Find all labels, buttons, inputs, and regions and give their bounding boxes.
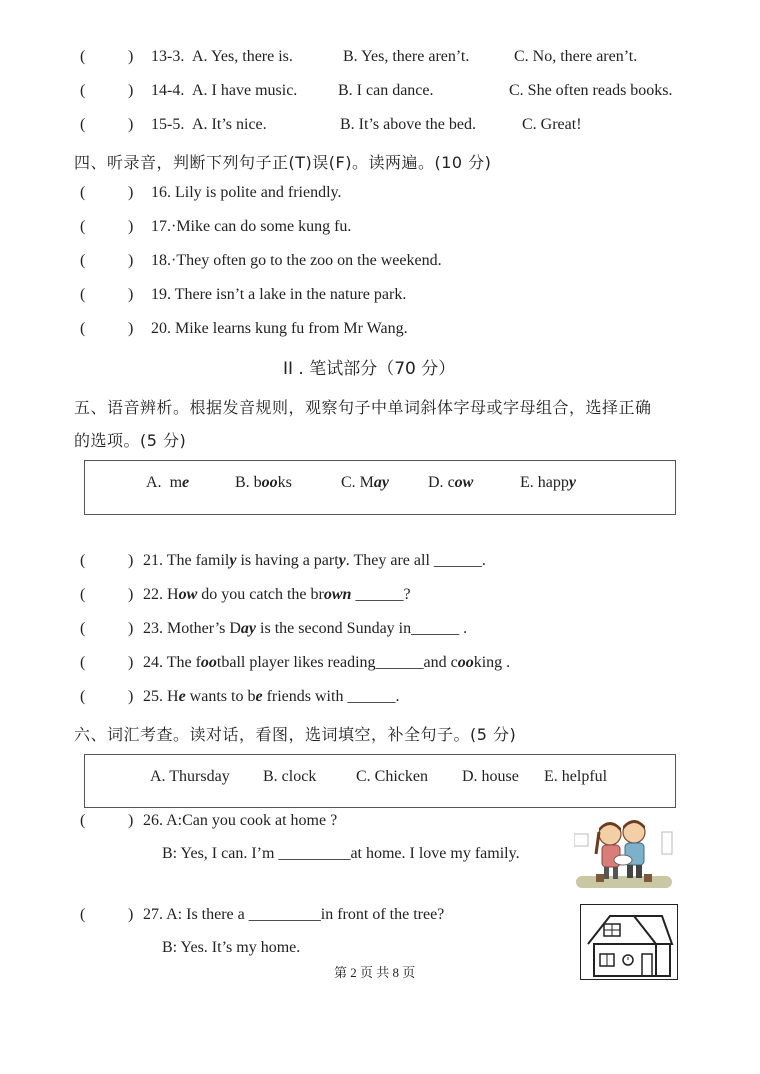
question-22: 22. How do you catch the brown ______?	[143, 586, 411, 603]
vocab-option-b: B. clock	[263, 768, 317, 785]
vocab-option-a: A. Thursday	[150, 768, 230, 785]
paren-close: )	[128, 252, 134, 269]
paren-close: )	[128, 48, 134, 65]
statement-16: 16. Lily is polite and friendly.	[151, 184, 342, 201]
paren-open: (	[80, 116, 86, 133]
phonics-option-e: E. happy	[520, 474, 576, 491]
question-number: 14-4.	[151, 82, 185, 99]
paren-open: (	[80, 906, 86, 923]
vocab-option-e: E. helpful	[544, 768, 608, 785]
paren-close: )	[128, 82, 134, 99]
phonics-option-b: B. books	[235, 474, 292, 491]
paren-close: )	[128, 218, 134, 235]
paren-open: (	[80, 286, 86, 303]
paren-open: (	[80, 688, 86, 705]
paren-open: (	[80, 320, 86, 337]
cooking-children-illustration	[574, 814, 674, 894]
paren-open: (	[80, 218, 86, 235]
paren-open: (	[80, 812, 86, 829]
paren-close: )	[128, 620, 134, 637]
paren-close: )	[128, 552, 134, 569]
paren-open: (	[80, 252, 86, 269]
paren-close: )	[128, 812, 134, 829]
phonics-option-a: A. me	[146, 474, 190, 491]
paren-close: )	[128, 688, 134, 705]
question-25: 25. He wants to be friends with ______.	[143, 688, 400, 705]
phonics-option-d: D. cow	[428, 474, 474, 491]
statement-17: 17.·Mike can do some kung fu.	[151, 218, 352, 235]
paren-close: )	[128, 320, 134, 337]
question-27-a: 27. A: Is there a _________in front of the tree?	[143, 906, 445, 923]
paren-close: )	[128, 286, 134, 303]
paren-close: )	[128, 906, 134, 923]
option-b: B. Yes, there aren’t.	[343, 48, 470, 65]
paren-open: (	[80, 586, 86, 603]
statement-20: 20. Mike learns kung fu from Mr Wang.	[151, 320, 408, 337]
paren-open: (	[80, 82, 86, 99]
section6-heading: 六、词汇考查。读对话，看图，选词填空，补全句子。(5 分)	[74, 725, 517, 744]
option-a: A. It’s nice.	[192, 116, 267, 133]
question-24: 24. The football player likes reading______and cooking .	[143, 654, 511, 671]
part2-title: II . 笔试部分（70 分）	[283, 359, 456, 379]
section5-heading-line1: 五、语音辨析。根据发音规则，观察句子中单词斜体字母或字母组合，选择正确	[74, 398, 652, 417]
section4-heading: 四、听录音，判断下列句子正(T)误(F)。读两遍。(10 分)	[74, 153, 492, 172]
option-c: C. She often reads books.	[509, 82, 673, 99]
option-c: C. No, there aren’t.	[514, 48, 638, 65]
question-number: 15-5.	[151, 116, 185, 133]
section5-heading-line2: 的选项。(5 分)	[74, 431, 187, 450]
paren-close: )	[128, 184, 134, 201]
vocab-option-c: C. Chicken	[356, 768, 428, 785]
statement-19: 19. There isn’t a lake in the nature park.	[151, 286, 407, 303]
paren-open: (	[80, 184, 86, 201]
question-26-a: 26. A:Can you cook at home ?	[143, 812, 338, 829]
option-c: C. Great!	[522, 116, 582, 133]
option-a: A. Yes, there is.	[192, 48, 293, 65]
page-footer: 第 2 页 共 8 页	[334, 965, 416, 980]
question-23: 23. Mother’s Day is the second Sunday in______ .	[143, 620, 468, 637]
paren-close: )	[128, 586, 134, 603]
paren-open: (	[80, 620, 86, 637]
question-21: 21. The family is having a party. They are all ______.	[143, 552, 486, 569]
statement-18: 18.·They often go to the zoo on the weekend.	[151, 252, 442, 269]
paren-close: )	[128, 654, 134, 671]
paren-open: (	[80, 48, 86, 65]
option-b: B. It’s above the bed.	[340, 116, 476, 133]
question-27-b: B: Yes. It’s my home.	[162, 939, 301, 956]
question-26-b: B: Yes, I can. I’m _________at home. I love my family.	[162, 845, 520, 862]
paren-open: (	[80, 654, 86, 671]
house-illustration	[580, 904, 678, 980]
option-b: B. I can dance.	[338, 82, 434, 99]
question-number: 13-3.	[151, 48, 185, 65]
vocab-option-d: D. house	[462, 768, 519, 785]
paren-close: )	[128, 116, 134, 133]
phonics-option-c: C. May	[341, 474, 390, 491]
option-a: A. I have music.	[192, 82, 298, 99]
paren-open: (	[80, 552, 86, 569]
